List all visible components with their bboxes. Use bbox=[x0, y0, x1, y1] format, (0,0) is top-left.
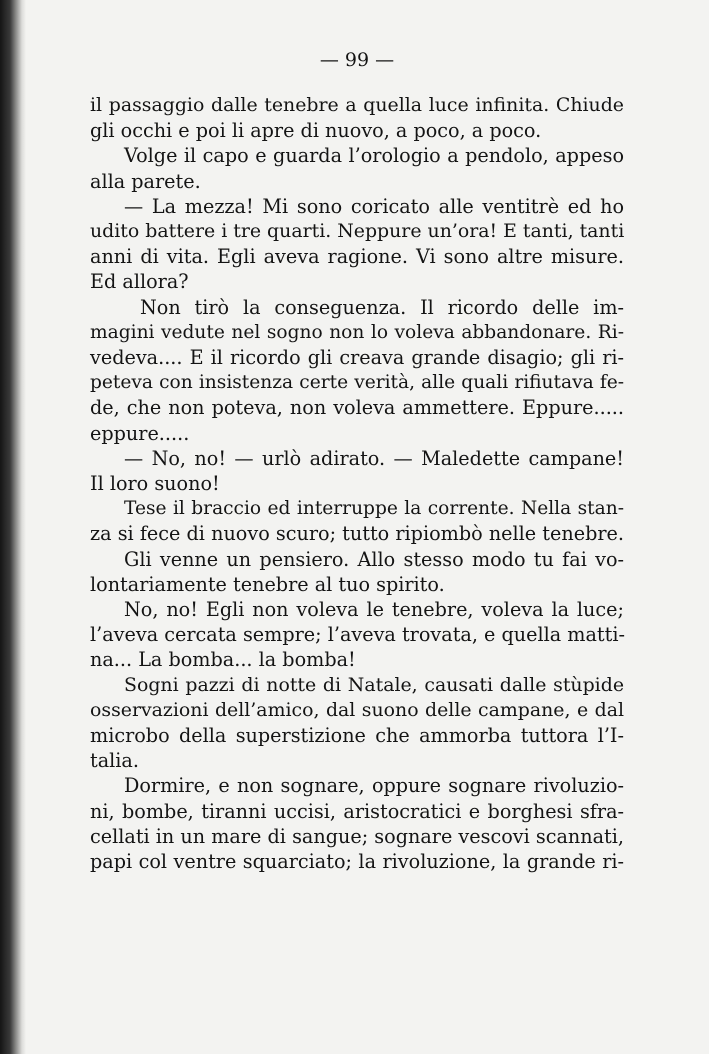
text-line: na... La bomba... la bomba! bbox=[90, 648, 356, 672]
text-line: osservazioni dell’amico, dal suono delle campane, e dal bbox=[90, 698, 624, 721]
text-line: Non tirò la conseguenza. Il ricordo delle im- bbox=[140, 295, 624, 319]
text-line: l’aveva cercata sempre; l’aveva trovata, e quella matti- bbox=[90, 623, 625, 647]
text-line: Il loro suono! bbox=[90, 472, 220, 496]
text-line: Dormire, e non sognare, oppure sognare rivoluzio- bbox=[124, 774, 624, 798]
text-line: — No, no! — urlò adirato. — Maledette campane! bbox=[124, 446, 624, 470]
page-number: — 99 — bbox=[319, 49, 395, 71]
text-line: Tese il braccio ed interruppe la corrente. Nella stan- bbox=[124, 498, 624, 520]
text-line: cellati in un mare di sangue; sognare vescovi scannati, bbox=[90, 824, 624, 848]
text-line: magini vedute nel sogno non lo voleva abbandonare. Ri- bbox=[90, 321, 624, 343]
text-line: Volge il capo e guarda l’orologio a pendolo, appeso bbox=[124, 144, 624, 168]
text-line: alla parete. bbox=[90, 169, 201, 193]
text-line: talia. bbox=[90, 749, 139, 773]
text-line: Gli venne un pensiero. Allo stesso modo tu fai vo- bbox=[124, 547, 624, 571]
text-line: anni di vita. Egli aveva ragione. Vi sono altre misure. bbox=[90, 245, 624, 269]
text-line: No, no! Egli non voleva le tenebre, voleva la luce; bbox=[124, 598, 624, 622]
book-page bbox=[90, 40, 624, 874]
text-line: ni, bombe, tiranni uccisi, aristocratici e borghesi sfra- bbox=[90, 799, 624, 823]
book-binding-edge bbox=[0, 0, 26, 1054]
text-line: gli occhi e poi li apre di nuovo, a poco, a poco. bbox=[90, 119, 542, 143]
text-line: il passaggio dalle tenebre a quella luce infinita. Chiude bbox=[90, 94, 624, 116]
text-line: de, che non poteva, non voleva ammettere. Eppure..... bbox=[90, 396, 624, 420]
text-line: Ed allora? bbox=[90, 270, 189, 294]
text-line: — La mezza! Mi sono coricato alle ventitrè ed ho bbox=[124, 194, 624, 218]
text-line: udito battere i tre quarti. Neppure un’ora! E tanti, tanti bbox=[90, 220, 625, 243]
text-line: eppure..... bbox=[90, 421, 190, 445]
text-line: za si fece di nuovo scuro; tutto ripiombò nelle tenebre. bbox=[90, 522, 624, 546]
text-line: microbo della superstizione che ammorba tuttora l’I- bbox=[90, 724, 624, 748]
text-line: papi col ventre squarciato; la rivoluzione, la grande ri- bbox=[90, 850, 624, 874]
text-line: Sogni pazzi di notte di Natale, causati dalle stùpide bbox=[124, 673, 624, 696]
text-line: peteva con insistenza certe verità, alle quali rifiutava fe- bbox=[90, 372, 624, 394]
body-text bbox=[90, 93, 624, 874]
text-line: lontariamente tenebre al tuo spirito. bbox=[90, 572, 445, 596]
text-line: vedeva.... E il ricordo gli creava grande disagio; gli ri- bbox=[90, 346, 624, 370]
